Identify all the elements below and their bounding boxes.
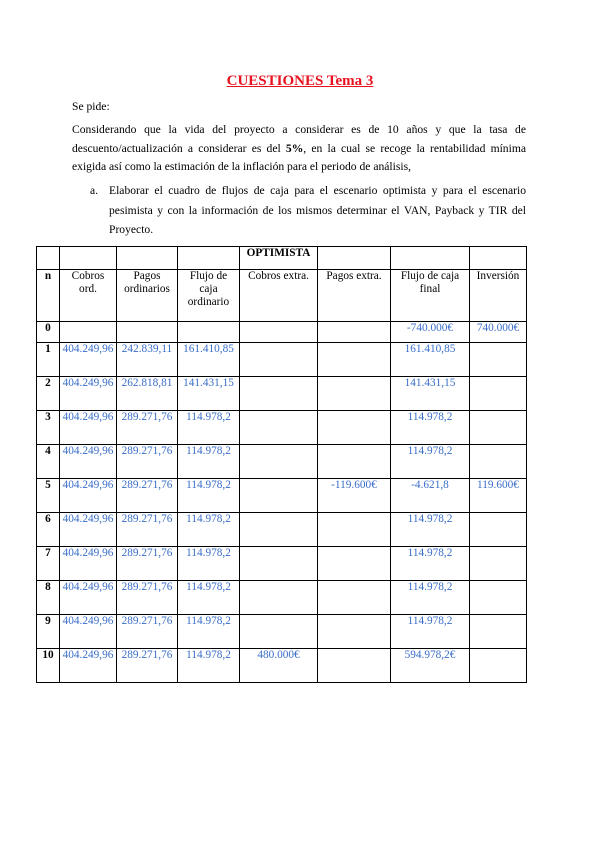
- year-cell: 5: [37, 479, 60, 513]
- empty-cell: [60, 247, 117, 270]
- cobros-cell: 404.249,96: [60, 479, 117, 513]
- empty-cell: [37, 247, 60, 270]
- header-flujo-ordinario: Flujo de caja ordinario: [178, 270, 240, 322]
- flujo-final-cell: 594.978,2€: [391, 649, 470, 683]
- pagos-extra-cell: [318, 547, 391, 581]
- flujo-cell: 114.978,2: [178, 445, 240, 479]
- pagos-cell: 289.271,76: [117, 649, 178, 683]
- flujo-final-cell: 161.410,85: [391, 343, 470, 377]
- pagos-extra-cell: [318, 513, 391, 547]
- header-pagos-ordinarios: Pagos ordinarios: [117, 270, 178, 322]
- flujo-cell: [178, 322, 240, 343]
- inversion-cell: 119.600€: [470, 479, 527, 513]
- cobros-cell: 404.249,96: [60, 513, 117, 547]
- cobros-extra-cell: 480.000€: [240, 649, 318, 683]
- empty-cell: [178, 247, 240, 270]
- year-cell: 1: [37, 343, 60, 377]
- inversion-cell: [470, 411, 527, 445]
- cobros-extra-cell: [240, 513, 318, 547]
- flujo-final-cell: 114.978,2: [391, 615, 470, 649]
- cobros-extra-cell: [240, 445, 318, 479]
- year-cell: 2: [37, 377, 60, 411]
- table-row: [37, 547, 527, 581]
- pagos-extra-cell: [318, 649, 391, 683]
- cobros-extra-cell: [240, 411, 318, 445]
- paragraph-text-end: , en la cual se recoge la rentabilidad mínima exigida así como la estimación de la inflación para el periodo de análisis,: [72, 141, 526, 173]
- cobros-extra-cell: [240, 581, 318, 615]
- inversion-cell: [470, 377, 527, 411]
- flujo-final-cell: 114.978,2: [391, 581, 470, 615]
- inversion-cell: 740.000€: [470, 322, 527, 343]
- inversion-cell: [470, 547, 527, 581]
- pagos-extra-cell: [318, 615, 391, 649]
- pagos-extra-cell: [318, 581, 391, 615]
- flujo-cell: 114.978,2: [178, 581, 240, 615]
- table-row: [37, 445, 527, 479]
- pagos-cell: 289.271,76: [117, 547, 178, 581]
- header-flujo-final: Flujo de caja final: [391, 270, 470, 322]
- cobros-extra-cell: [240, 547, 318, 581]
- pagos-cell: 289.271,76: [117, 445, 178, 479]
- pagos-cell: 289.271,76: [117, 581, 178, 615]
- empty-cell: [391, 247, 470, 270]
- pagos-extra-cell: [318, 343, 391, 377]
- cobros-cell: 404.249,96: [60, 649, 117, 683]
- inversion-cell: [470, 513, 527, 547]
- pagos-cell: 289.271,76: [117, 411, 178, 445]
- inversion-cell: [470, 615, 527, 649]
- scenario-label: OPTIMISTA: [240, 247, 318, 270]
- list-marker: a.: [90, 184, 99, 197]
- flujo-cell: 114.978,2: [178, 513, 240, 547]
- intro-text: Se pide:: [72, 100, 110, 113]
- cobros-cell: 404.249,96: [60, 445, 117, 479]
- header-cobros-ord: Cobros ord.: [60, 270, 117, 322]
- cobros-extra-cell: [240, 322, 318, 343]
- year-cell: 0: [37, 322, 60, 343]
- flujo-cell: 141.431,15: [178, 377, 240, 411]
- flujo-final-cell: -4.621,8: [391, 479, 470, 513]
- table-row: [37, 322, 527, 343]
- context-paragraph: [72, 121, 526, 177]
- table-row: [37, 649, 527, 683]
- cobros-cell: 404.249,96: [60, 581, 117, 615]
- table-row: [37, 343, 527, 377]
- header-n: n: [37, 270, 60, 322]
- page-title: CUESTIONES Tema 3: [226, 73, 374, 89]
- cobros-extra-cell: [240, 343, 318, 377]
- pagos-extra-cell: -119.600€: [318, 479, 391, 513]
- pagos-cell: 289.271,76: [117, 615, 178, 649]
- inversion-cell: [470, 343, 527, 377]
- paragraph-text-start: Considerando que la vida del proyecto a considerar es de 10 años y que la tasa de descuento/actualización a considerar es del: [72, 123, 526, 155]
- year-cell: 9: [37, 615, 60, 649]
- year-cell: 6: [37, 513, 60, 547]
- flujo-final-cell: 114.978,2: [391, 411, 470, 445]
- cobros-extra-cell: [240, 615, 318, 649]
- table-row: [37, 513, 527, 547]
- header-cobros-extra: Cobros extra.: [240, 270, 318, 322]
- flujo-final-cell: 114.978,2: [391, 547, 470, 581]
- pagos-extra-cell: [318, 377, 391, 411]
- pagos-extra-cell: [318, 322, 391, 343]
- flujo-final-cell: 141.431,15: [391, 377, 470, 411]
- header-pagos-extra: Pagos extra.: [318, 270, 391, 322]
- column-header-row: [37, 270, 527, 322]
- cobros-extra-cell: [240, 377, 318, 411]
- cobros-cell: 404.249,96: [60, 377, 117, 411]
- cash-flow-table: [36, 246, 527, 683]
- question-item-a: [90, 181, 526, 240]
- empty-cell: [318, 247, 391, 270]
- flujo-cell: 114.978,2: [178, 547, 240, 581]
- pagos-cell: 262.818,81: [117, 377, 178, 411]
- cobros-cell: 404.249,96: [60, 615, 117, 649]
- table-row: [37, 377, 527, 411]
- year-cell: 4: [37, 445, 60, 479]
- pagos-extra-cell: [318, 411, 391, 445]
- year-cell: 10: [37, 649, 60, 683]
- pagos-cell: [117, 322, 178, 343]
- cobros-cell: 404.249,96: [60, 411, 117, 445]
- year-cell: 8: [37, 581, 60, 615]
- pagos-cell: 289.271,76: [117, 513, 178, 547]
- table-row: [37, 615, 527, 649]
- cobros-cell: 404.249,96: [60, 343, 117, 377]
- flujo-cell: 114.978,2: [178, 615, 240, 649]
- flujo-final-cell: 114.978,2: [391, 513, 470, 547]
- flujo-cell: 114.978,2: [178, 479, 240, 513]
- cobros-extra-cell: [240, 479, 318, 513]
- flujo-cell: 114.978,2: [178, 411, 240, 445]
- scenario-header-row: [37, 247, 527, 270]
- cobros-cell: [60, 322, 117, 343]
- cobros-cell: 404.249,96: [60, 547, 117, 581]
- inversion-cell: [470, 649, 527, 683]
- year-cell: 7: [37, 547, 60, 581]
- empty-cell: [117, 247, 178, 270]
- pagos-extra-cell: [318, 445, 391, 479]
- pagos-cell: 289.271,76: [117, 479, 178, 513]
- inversion-cell: [470, 581, 527, 615]
- table-row: [37, 479, 527, 513]
- pagos-cell: 242.839,11: [117, 343, 178, 377]
- table-row: [37, 581, 527, 615]
- header-inversion: Inversión: [470, 270, 527, 322]
- flujo-final-cell: -740.000€: [391, 322, 470, 343]
- inversion-cell: [470, 445, 527, 479]
- table-row: [37, 411, 527, 445]
- flujo-cell: 161.410,85: [178, 343, 240, 377]
- flujo-final-cell: 114.978,2: [391, 445, 470, 479]
- question-text: Elaborar el cuadro de flujos de caja para el escenario optimista y para el escenario pesimista y con la información de los mismos determinar el VAN, Payback y TIR del Proyecto.: [109, 184, 526, 236]
- flujo-cell: 114.978,2: [178, 649, 240, 683]
- year-cell: 3: [37, 411, 60, 445]
- empty-cell: [470, 247, 527, 270]
- discount-rate: 5%: [285, 141, 304, 155]
